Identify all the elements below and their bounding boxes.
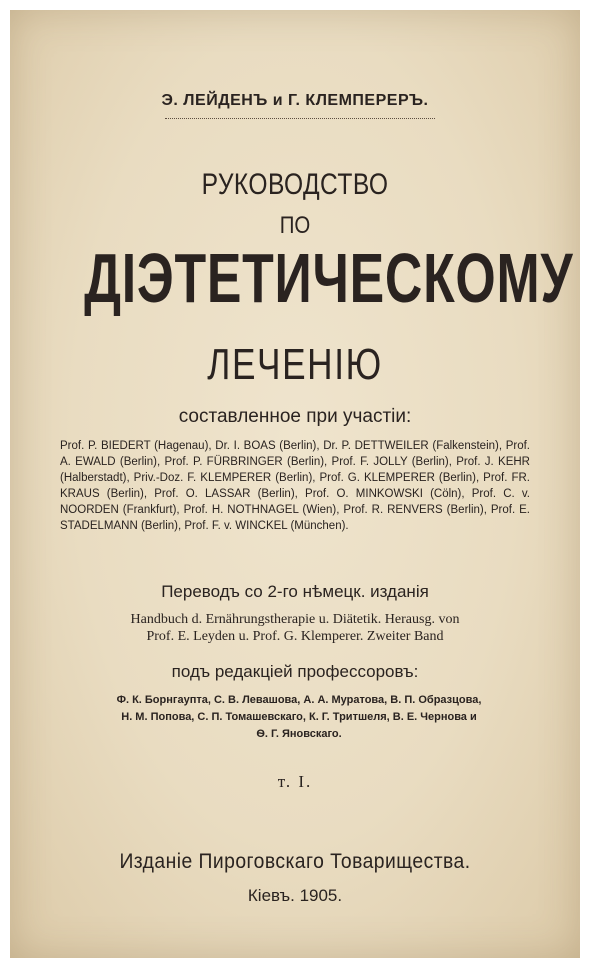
authors: Э. ЛЕЙДЕНЪ и Г. КЛЕМПЕРЕРЪ. [161,92,429,109]
editors-line-3: Ѳ. Г. Яновскаго. [256,728,342,740]
editors-line-1: Ф. К. Борнгаупта, С. В. Левашова, А. А. Муратова, В. П. Образцова, [116,694,482,706]
editors-heading: подъ редакціей профессоровъ: [171,662,419,681]
authors-underline [165,118,435,119]
title-line-4: ЛЕЧЕНІЮ [207,340,383,389]
place-year: Кіевъ. 1905. [247,886,343,905]
original-edition-line-1: Handbuch d. Ernährungstherapie u. Diätetik. Herausg. von [130,612,460,627]
title-line-1: РУКОВОДСТВО [201,168,389,201]
title-page [10,10,580,958]
translation-note: Переводъ со 2-го нѣмецк. изданія [161,582,429,601]
editors-list [68,692,530,743]
editors-line-2: Н. М. Попова, С. П. Томашевскаго, К. Г. Тритшеля, В. Е. Чернова и [121,711,477,723]
subtitle: составленное при участіи: [178,406,412,427]
contributors-list: Prof. P. BIEDERT (Hagenau), Dr. I. BOAS (Berlin), Dr. P. DETTWEILER (Falkenstein), Prof. A. EWALD (Berlin), Prof. P. FÜRBRINGER (Berlin), Prof. F. JOLLY (Berlin), Prof. J. KEHR (Halberstadt), Priv.-Doz. F. KLEMPERER (Berlin), Prof. G. KLEMPERER (Berlin), Prof. FR. KRAUS (Berlin), Prof. O. LASSAR (Berlin), Prof. O. MINKOWSKI (Cöln), Prof. C. v. NOORDEN (Frankfurt), Prof. H. NOTHNAGEL (Wien), Prof. R. RENVERS (Berlin), Prof. E. STADELMANN (Berlin), Prof. F. v. WINCKEL (München). [60,440,530,532]
volume-number: т. I. [277,772,313,791]
title-line-2: ПО [279,212,311,239]
title-line-3: ДІЭТЕТИЧЕСКОМУ [84,239,574,317]
publisher: Изданіе Пироговскаго Товарищества. [119,850,471,873]
original-edition-line-2: Prof. E. Leyden u. Prof. G. Klemperer. Zweiter Band [146,629,444,644]
